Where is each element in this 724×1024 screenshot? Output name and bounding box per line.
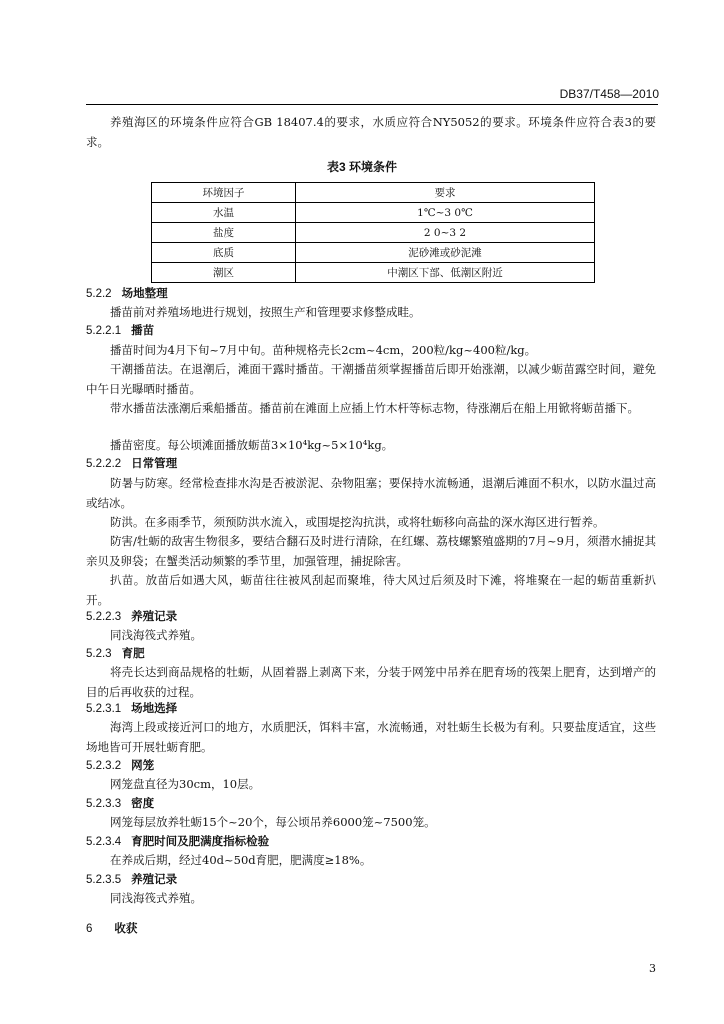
body-paragraph: 扒苗。放苗后如遇大风，蛎苗往往被风刮起而聚堆，待大风过后须及时下滩，将堆聚在一起的蛎苗重新扒开。 [86, 573, 656, 607]
table-cell: 潮区 [152, 263, 296, 283]
section-title: 养殖记录 [131, 611, 178, 623]
section-number: 5.2.3.3 [86, 798, 122, 810]
body-paragraph: 干潮播苗法。在退潮后，滩面干露时播苗。干潮播苗须掌握播苗后即开始涨潮，以减少蛎苗露空时间，避免中午日光曝晒时播苗。 [86, 362, 656, 396]
section-heading [86, 833, 269, 851]
body-paragraph: 播苗密度。每公顷滩面播放蛎苗3×10⁴kg~5×10⁴kg。 [110, 438, 394, 452]
section-heading [86, 871, 177, 889]
section-heading [86, 322, 154, 340]
section-title: 场地整理 [121, 288, 168, 300]
section-number: 6 [86, 923, 93, 935]
section-number: 5.2.3.5 [86, 874, 122, 886]
body-paragraph: 播苗前对养殖场地进行规划，按照生产和管理要求修整成畦。 [110, 305, 421, 319]
body-paragraph: 带水播苗法涨潮后乘船播苗。播苗前在滩面上应插上竹木杆等标志物，待涨潮后在船上用锨将蛎苗播下。 [110, 401, 639, 415]
section-number: 5.2.2.1 [86, 325, 122, 337]
table-cell: 2 0~3 2 [296, 223, 595, 243]
body-paragraph: 同浅海筏式养殖。 [110, 628, 202, 642]
page-number: 3 [649, 962, 656, 975]
section-heading [86, 757, 154, 775]
section-title: 育肥时间及肥满度指标检验 [131, 836, 270, 848]
section-number: 5.2.2.3 [86, 611, 122, 623]
body-paragraph: 防暑与防寒。经常检查排水沟是否被淤泥、杂物阻塞；要保持水流畅通，退潮后滩面不积水，以防水温过高或结冰。 [86, 476, 656, 510]
section-title: 收获 [114, 923, 138, 935]
section-heading [86, 700, 177, 718]
table-row [152, 223, 595, 243]
doc-code: DB37/T458—2010 [559, 87, 659, 101]
section-title: 播苗 [131, 325, 155, 337]
table-row [152, 263, 595, 283]
table-cell: 中潮区下部、低潮区附近 [296, 263, 595, 283]
body-paragraph: 网笼每层放养牡蛎15个~20个，每公顷吊养6000笼~7500笼。 [110, 815, 436, 829]
body-paragraph: 海湾上段或接近河口的地方，水质肥沃，饵料丰富，水流畅通，对牡蛎生长极为有利。只要盐度适宜，这些场地皆可开展牡蛎育肥。 [86, 720, 656, 754]
header-rule [86, 104, 658, 105]
section-number: 5.2.3.4 [86, 836, 122, 848]
section-heading [86, 285, 168, 303]
table-header-row [152, 183, 595, 203]
section-title: 密度 [131, 798, 155, 810]
body-paragraph: 播苗时间为4月下旬~7月中旬。苗种规格壳长2cm~4cm，200粒/kg~400粒/kg。 [110, 343, 537, 357]
environment-table [151, 182, 595, 283]
body-paragraph: 防洪。在多雨季节，须预防洪水流入，或围堤挖沟抗洪，或将牡蛎移向高盐的深水海区进行暂养。 [110, 515, 605, 529]
section-heading [86, 795, 154, 813]
section-title: 养殖记录 [131, 874, 178, 886]
table-cell: 盐度 [152, 223, 296, 243]
section-number: 5.2.3.2 [86, 760, 122, 772]
intro-paragraph: 养殖海区的环境条件应符合GB 18407.4的要求，水质应符合NY5052的要求。环境条件应符合表3的要求。 [86, 115, 656, 149]
section-title: 日常管理 [131, 458, 178, 470]
section-heading [86, 645, 145, 663]
section-heading [86, 608, 177, 626]
body-paragraph: 将壳长达到商品规格的牡蛎，从固着器上剥离下来，分装于网笼中吊养在肥育场的筏架上肥育，达到增产的目的后再收获的过程。 [86, 665, 656, 699]
table-cell: 底质 [152, 243, 296, 263]
body-paragraph: 在养成后期，经过40d~50d育肥，肥满度≥18%。 [110, 853, 372, 867]
body-paragraph: 防害/牡蛎的敌害生物很多，要结合翻石及时进行清除，在红螺、荔枝螺繁殖盛期的7月~9月，须潜水捕捉其亲贝及卵袋；在蟹类活动频繁的季节里，加强管理，捕捉除害。 [86, 534, 656, 568]
table-row [152, 203, 595, 223]
table-row [152, 243, 595, 263]
table-cell: 1℃~3 0℃ [296, 203, 595, 223]
section-number: 5.2.2.2 [86, 458, 122, 470]
section-number: 5.2.3 [86, 648, 112, 660]
section-title: 育肥 [121, 648, 145, 660]
table-cell: 泥砂滩或砂泥滩 [296, 243, 595, 263]
body-paragraph: 网笼盘直径为30cm，10层。 [110, 777, 261, 791]
table-header-cell: 要求 [296, 183, 595, 203]
section-number: 5.2.2 [86, 288, 112, 300]
chapter-heading [86, 920, 137, 938]
section-title: 场地选择 [131, 703, 178, 715]
table-header-cell: 环境因子 [152, 183, 296, 203]
body-paragraph: 同浅海筏式养殖。 [110, 891, 202, 905]
section-number: 5.2.3.1 [86, 703, 122, 715]
section-heading [86, 455, 177, 473]
section-title: 网笼 [131, 760, 155, 772]
table-cell: 水温 [152, 203, 296, 223]
table-caption: 表3 环境条件 [326, 160, 397, 174]
